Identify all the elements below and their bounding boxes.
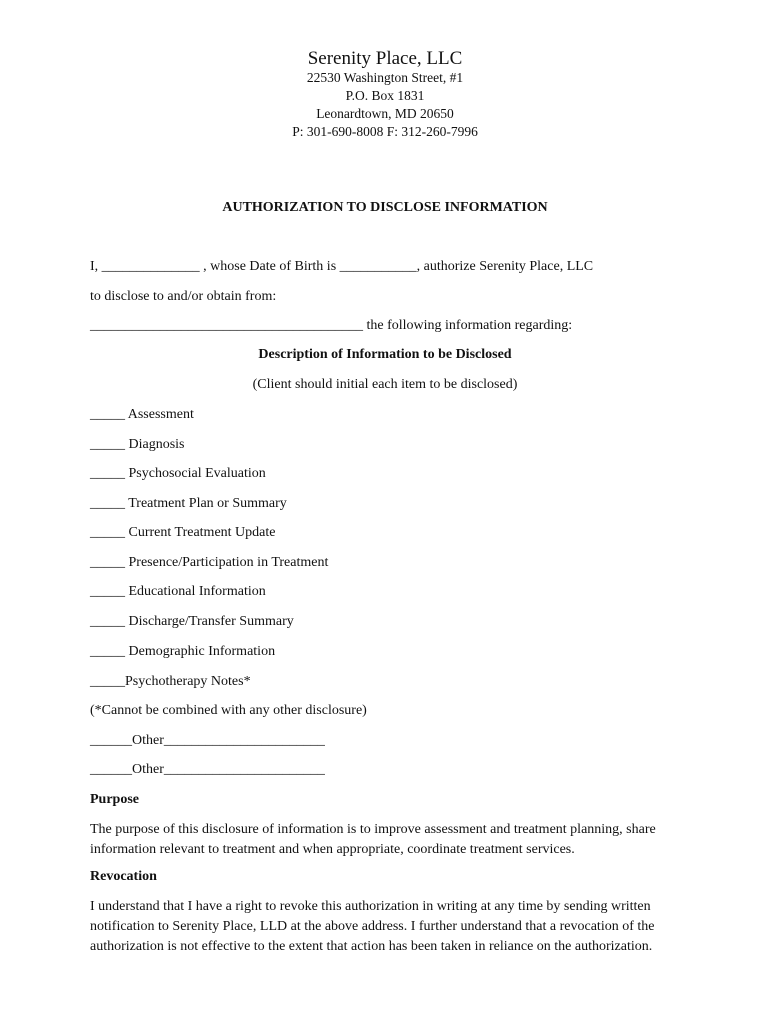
org-street: 22530 Washington Street, #1: [306, 70, 464, 85]
item-discharge-transfer: _____ Discharge/Transfer Summary: [90, 614, 294, 629]
purpose-text: The purpose of this disclosure of information is to improve assessment and treatment planning, share information relevant to treatment and when appropriate, coordinate treatment services.: [90, 822, 656, 857]
revocation-heading: Revocation: [90, 869, 157, 884]
document-title: AUTHORIZATION TO DISCLOSE INFORMATION: [222, 200, 548, 215]
item-assessment: _____ Assessment: [90, 407, 194, 422]
item-current-treatment-update: _____ Current Treatment Update: [90, 525, 276, 540]
revocation-text: I understand that I have a right to revoke this authorization in writing at any time by sending written notification to Serenity Place, LLD at the above address. I further understand that a revocation of the authorization is not effective to the extent that action has been taken in reliance on the authorization.: [90, 899, 655, 954]
psychotherapy-note-disclaimer: (*Cannot be combined with any other disclosure): [90, 703, 367, 718]
org-po-box: P.O. Box 1831: [345, 88, 425, 103]
intro-line-3: _______________________________________ the following information regarding:: [90, 318, 573, 333]
org-name: Serenity Place, LLC: [307, 48, 463, 69]
item-other-2: ______Other_______________________: [90, 762, 325, 777]
purpose-heading: Purpose: [90, 792, 139, 807]
item-other-1: ______Other_______________________: [90, 733, 325, 748]
org-city: Leonardtown, MD 20650: [316, 106, 454, 121]
intro-line-1: I, ______________ , whose Date of Birth is ___________, authorize Serenity Place, LLC: [90, 259, 594, 274]
description-heading: Description of Information to be Disclosed: [258, 347, 512, 362]
intro-line-2: to disclose to and/or obtain from:: [90, 289, 277, 304]
item-psychotherapy-notes: _____Psychotherapy Notes*: [90, 674, 251, 689]
org-phone-fax: P: 301-690-8008 F: 312-260-7996: [292, 124, 478, 139]
item-educational-information: _____ Educational Information: [90, 584, 266, 599]
item-psychosocial-evaluation: _____ Psychosocial Evaluation: [90, 466, 266, 481]
item-diagnosis: _____ Diagnosis: [90, 437, 185, 452]
item-treatment-plan: _____ Treatment Plan or Summary: [90, 496, 287, 511]
item-demographic-information: _____ Demographic Information: [90, 644, 276, 659]
description-subheading: (Client should initial each item to be disclosed): [252, 377, 518, 392]
item-presence-participation: _____ Presence/Participation in Treatment: [90, 555, 329, 570]
